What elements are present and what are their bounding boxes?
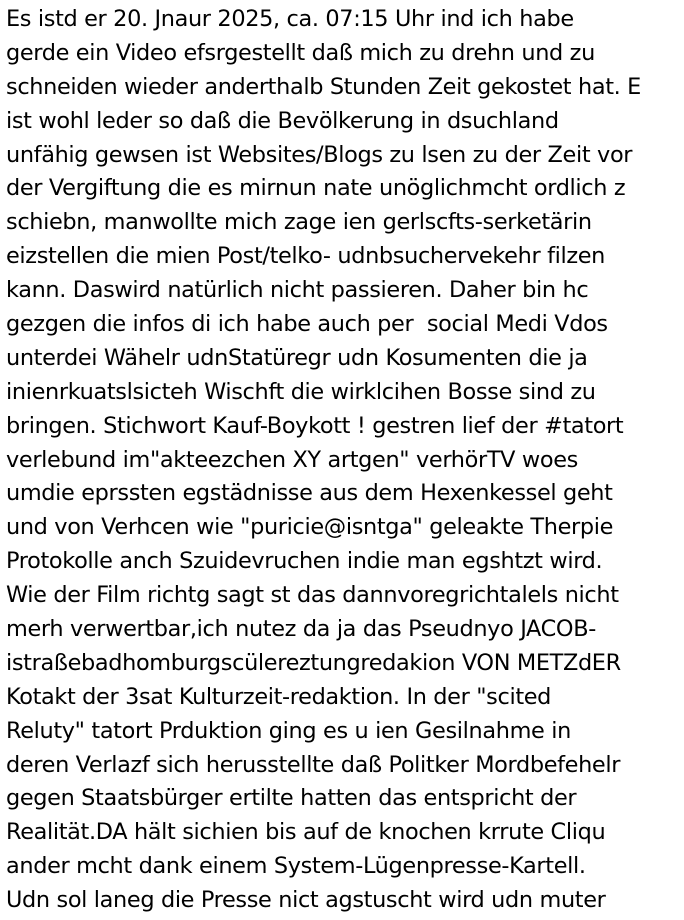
text-line: ist wohl leder so daß die Bevölkerung in dsuchland [6,107,559,134]
text-line: inienrkuatslsicteh Wischft die wirklcihen Bosse sind zu [6,378,596,405]
text-line: Protokolle anch Szuidevruchen indie man egshtzt wird. [6,548,603,575]
text-line: bringen. Stichwort Kauf-Boykott ! gestren lief der #tatort [6,412,624,439]
text-line: gezgen die infos di ich habe auch per social Medi Vdos [6,311,608,338]
text-line: istraßebadhomburgscülereztungredakion VON METZdER [6,649,621,676]
text-line: ander mcht dank einem System-Lügenpresse-Kartell. [6,853,586,880]
text-line: merh verwertbar,ich nutez da ja das Pseudnyo JACOB- [6,616,596,643]
text-line: Es istd er 20. Jnaur 2025, ca. 07:15 Uhr ind ich habe [6,6,574,32]
text-line: Kotakt der 3sat Kulturzeit-redaktion. In der "scited [6,683,552,710]
text-line: Reluty" tatort Prduktion ging es u ien Gesilnahme in [6,717,571,744]
text-line: schneiden wieder anderthalb Stunden Zeit gekostet hat. E [6,73,641,100]
text-line: gegen Staatsbürger ertilte hatten das entspricht der [6,785,577,812]
text-line: umdie eprssten egstädnisse aus dem Hexenkessel geht [6,480,613,507]
text-line: und von Verhcen wie "puricie@isntga" geleakte Therpie [6,514,614,541]
document-text [6,3,684,918]
text-line: der Vergiftung die es mirnun nate unöglichmcht ordlich z [6,175,626,202]
text-line: schiebn, manwollte mich zage ien gerlscfts-serketärin [6,209,592,236]
text-line: verlebund im"akteezchen XY artgen" verhörTV woes [6,446,578,473]
text-line: kann. Daswird natürlich nicht passieren. Daher bin hc [6,277,589,304]
text-line: deren Verlazf sich herusstellte daß Politker Mordbefehelr [6,751,621,778]
text-line: Wie der Film richtg sagt st das dannvoregrichtalels nicht [6,582,619,609]
text-line: Udn sol laneg die Presse nict agstuscht wird udn muter [6,887,606,914]
text-line: eizstellen die mien Post/telko- udnbsuchervekehr filzen [6,243,606,270]
text-line: unfähig gewsen ist Websites/Blogs zu lsen zu der Zeit vor [6,141,633,168]
text-line: gerde ein Video efsrgestellt daß mich zu drehn und zu [6,39,595,66]
text-line: Realität.DA hält sichien bis auf de knochen krrute Cliqu [6,819,606,846]
text-line: unterdei Wähelr udnStatüregr udn Kosumenten die ja [6,344,588,371]
